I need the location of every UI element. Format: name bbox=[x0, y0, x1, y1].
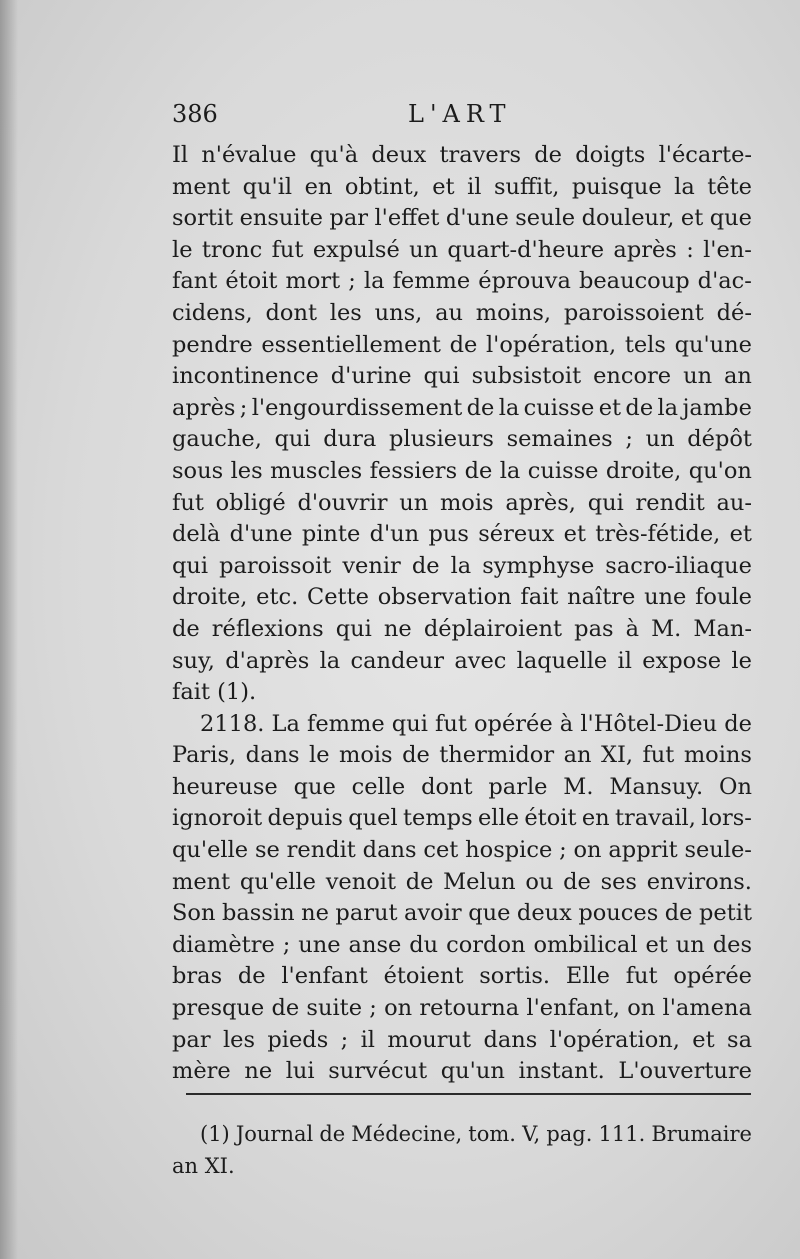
text-line: 2118. La femme qui fut opérée à l'Hôtel-Dieu de bbox=[200, 710, 752, 737]
text-line: fait (1). bbox=[172, 679, 257, 706]
footnote-line: an XI. bbox=[172, 1154, 235, 1178]
text-line: sortit ensuite par l'effet d'une seule douleur, et que bbox=[172, 205, 752, 232]
text-line: cidens, dont les uns, au moins, paroissoient dé- bbox=[172, 299, 752, 326]
page-header bbox=[172, 100, 752, 134]
text-line: delà d'une pinte d'un pus séreux et très-fétide, et bbox=[172, 521, 752, 548]
text-line: fut obligé d'ouvrir un mois après, qui rendit au- bbox=[172, 489, 752, 516]
text-line: ment qu'il en obtint, et il suffit, puisque la tête bbox=[172, 173, 752, 200]
text-line: après ; l'engourdissement de la cuisse et de la jambe bbox=[172, 394, 752, 421]
footnote-line: (1) Journal de Médecine, tom. V, pag. 111. Brumaire bbox=[200, 1122, 752, 1146]
footnote bbox=[172, 1118, 752, 1182]
text-line: droite, etc. Cette observation fait naître une foule bbox=[172, 584, 752, 611]
text-line: de réflexions qui ne déplairoient pas à M. Man- bbox=[172, 615, 752, 642]
text-line: Paris, dans le mois de thermidor an XI, fut moins bbox=[172, 742, 752, 769]
text-line: qui paroissoit venir de la symphyse sacro-iliaque bbox=[172, 552, 752, 579]
page-number: 386 bbox=[172, 100, 218, 128]
text-line: incontinence d'urine qui subsistoit encore un an bbox=[172, 363, 752, 390]
text-line: le tronc fut expulsé un quart-d'heure après : l'en- bbox=[172, 236, 752, 263]
text-line: heureuse que celle dont parle M. Mansuy. On bbox=[172, 773, 752, 800]
text-line: qu'elle se rendit dans cet hospice ; on apprit seule- bbox=[172, 837, 752, 864]
text-line: par les pieds ; il mourut dans l'opération, et sa bbox=[172, 1026, 752, 1053]
text-line: gauche, qui dura plusieurs semaines ; un dépôt bbox=[172, 426, 752, 453]
text-line: ment qu'elle venoit de Melun ou de ses environs. bbox=[172, 868, 752, 895]
running-head: L'ART bbox=[408, 100, 512, 128]
text-line: diamètre ; une anse du cordon ombilical et un des bbox=[172, 931, 752, 958]
text-line: Il n'évalue qu'à deux travers de doigts l'écarte- bbox=[172, 142, 752, 168]
footnote-divider bbox=[186, 1093, 751, 1095]
text-line: Son bassin ne parut avoir que deux pouces de petit bbox=[172, 900, 752, 927]
text-line: mère ne lui survécut qu'un instant. L'ouverture bbox=[172, 1058, 752, 1085]
text-line: suy, d'après la candeur avec laquelle il expose le bbox=[172, 647, 752, 674]
body-text bbox=[172, 140, 752, 1088]
text-line: sous les muscles fessiers de la cuisse droite, qu'on bbox=[172, 457, 752, 484]
text-line: bras de l'enfant étoient sortis. Elle fut opérée bbox=[172, 963, 752, 990]
text-line: fant étoit mort ; la femme éprouva beaucoup d'ac- bbox=[172, 268, 752, 295]
text-line: ignoroit depuis quel temps elle étoit en travail, lors- bbox=[172, 805, 752, 832]
text-line: pendre essentiellement de l'opération, tels qu'une bbox=[172, 331, 752, 358]
text-line: presque de suite ; on retourna l'enfant, on l'amena bbox=[172, 995, 752, 1022]
